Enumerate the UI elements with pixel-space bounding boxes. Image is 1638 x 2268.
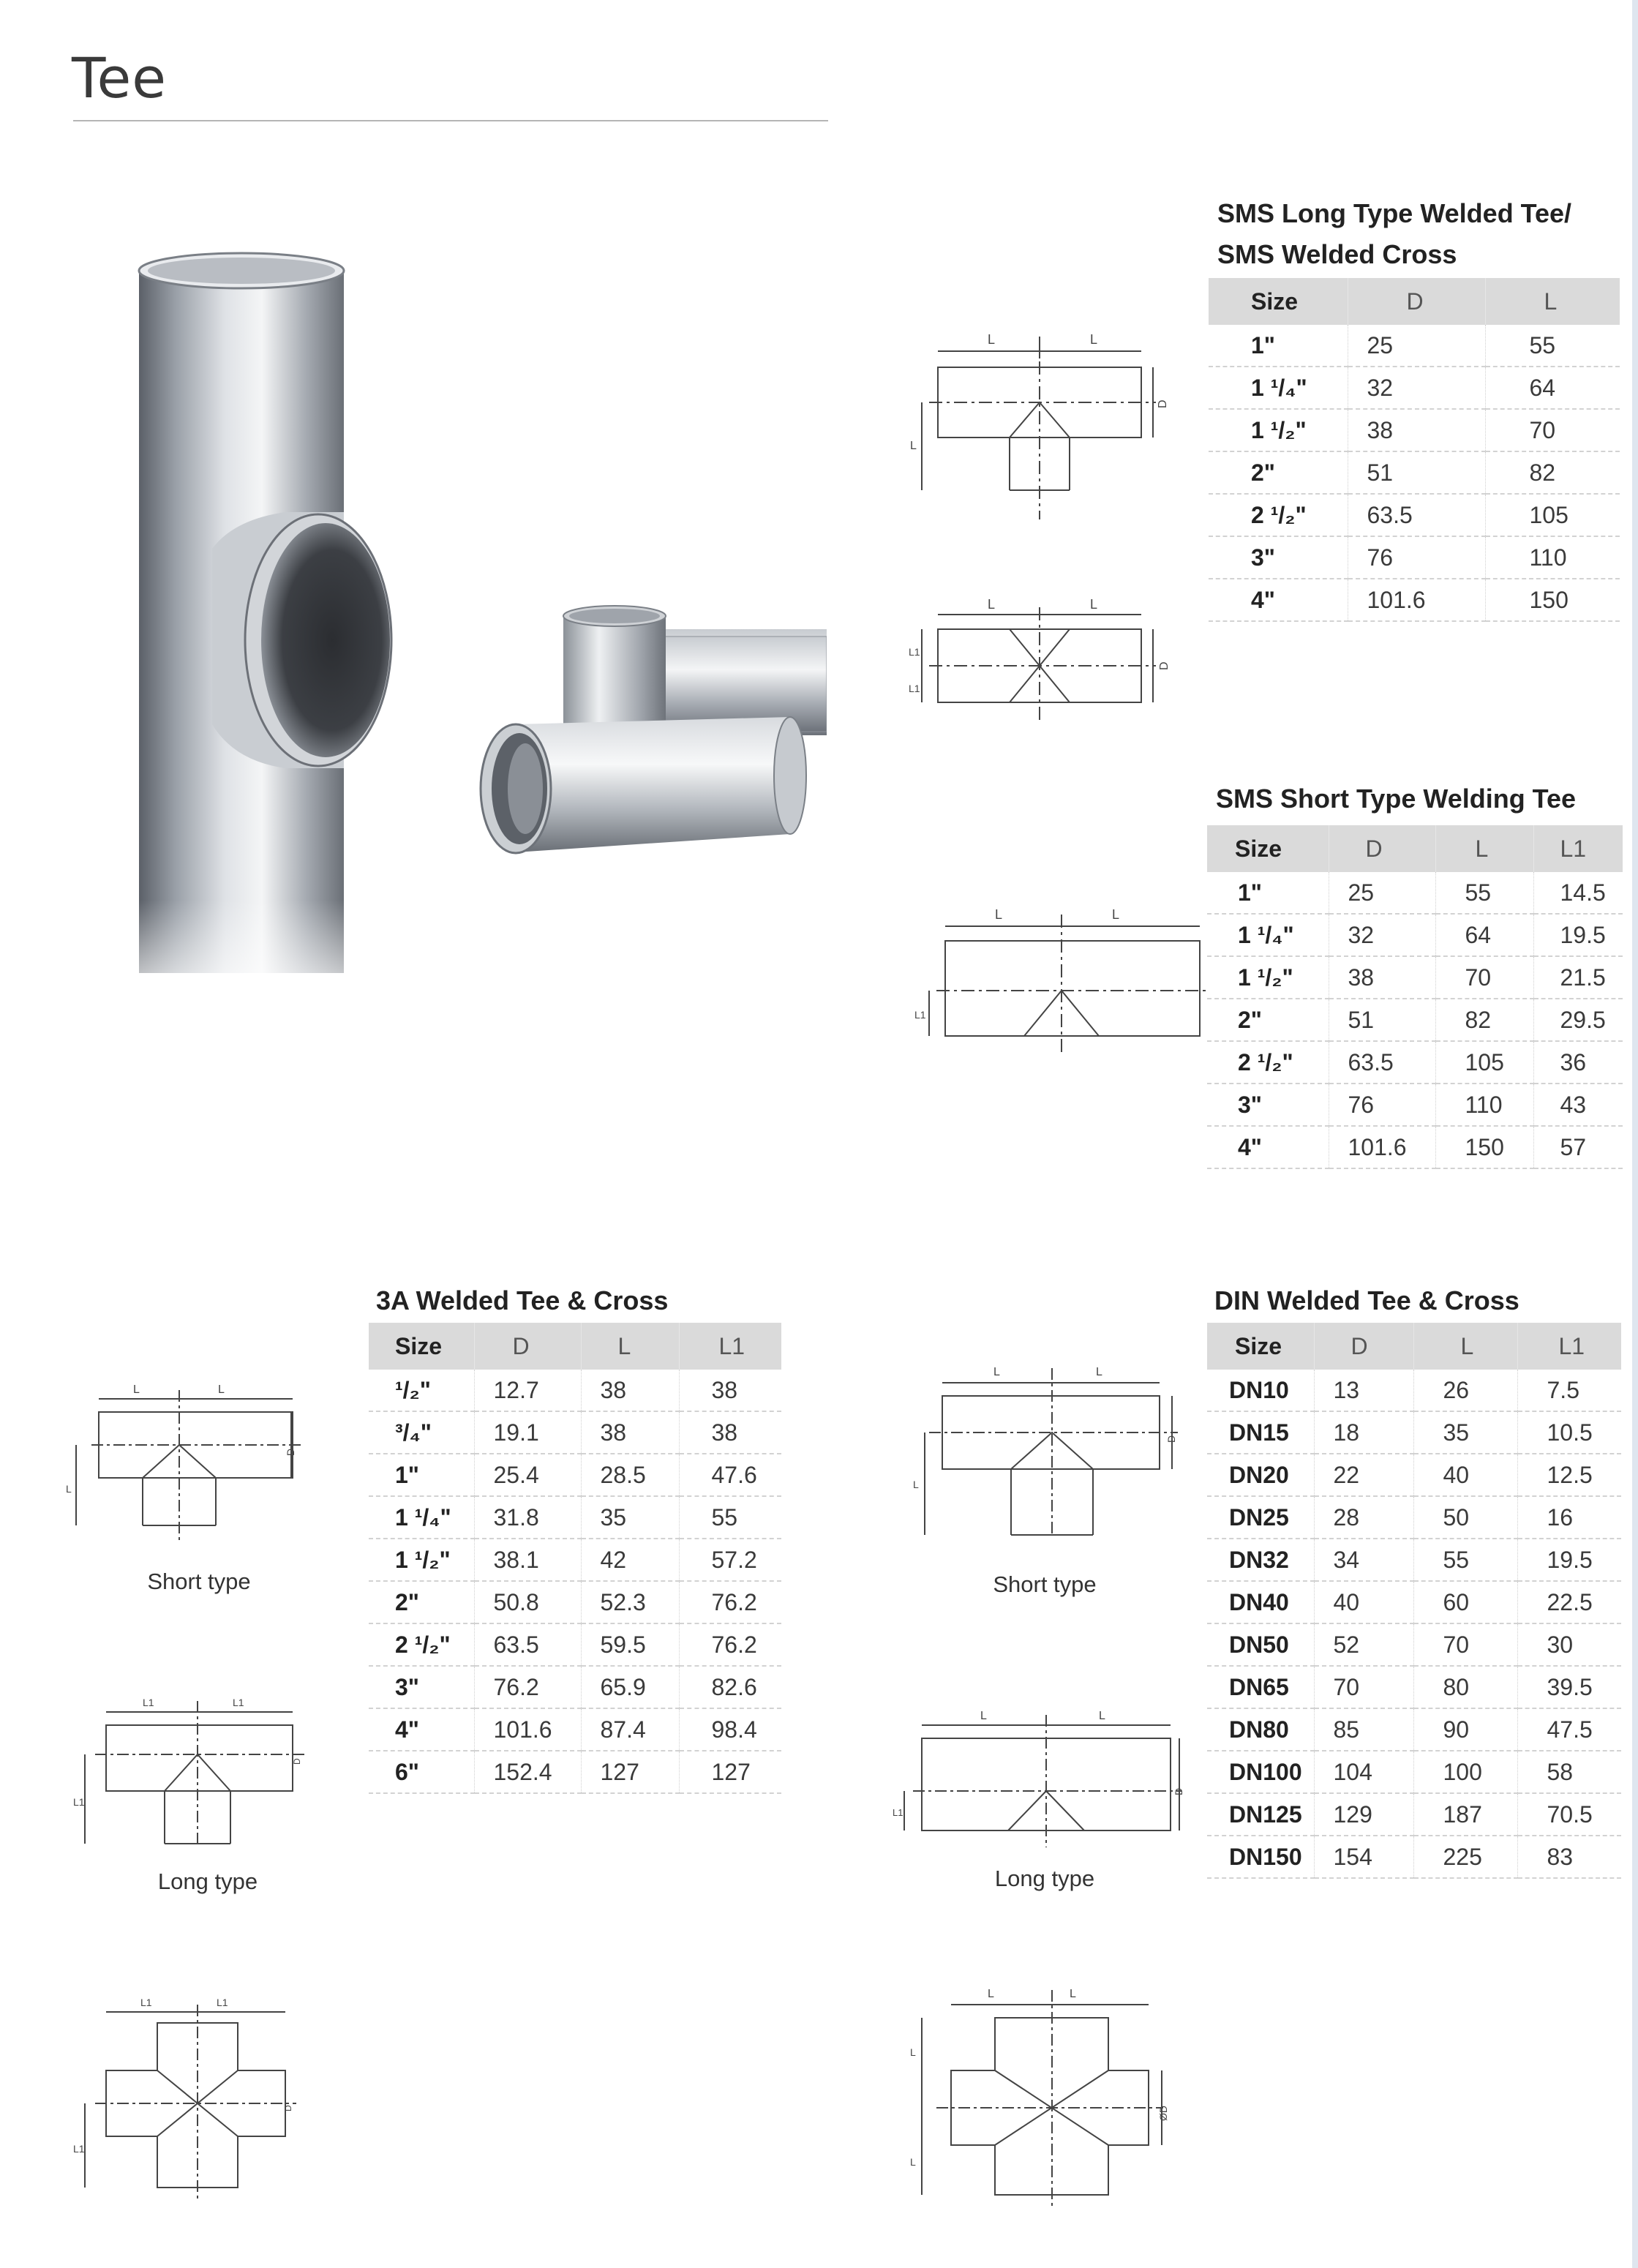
cell-d: 104 (1314, 1751, 1413, 1793)
cell-size: 1 ¹/₂" (1209, 409, 1348, 451)
sms-long-title-line1: SMS Long Type Welded Tee/ (1217, 198, 1572, 228)
cell-l1: 30 (1517, 1623, 1621, 1666)
cell-size: ¹/₂" (369, 1370, 474, 1411)
dim-label: D (1158, 661, 1171, 670)
cell-l: 38 (581, 1411, 679, 1454)
table-row (369, 1411, 781, 1454)
dim-label: L (980, 1710, 987, 1722)
sms-short-tee-drawing (914, 900, 1207, 1061)
header-d: D (1329, 825, 1435, 872)
cell-d: 101.6 (474, 1708, 581, 1751)
din-table (1207, 1323, 1621, 1879)
cell-l1: 19.5 (1517, 1539, 1621, 1581)
table-row (369, 1496, 781, 1539)
cell-l: 82 (1485, 451, 1620, 494)
cell-d: 31.8 (474, 1496, 581, 1539)
table-row (1209, 409, 1620, 451)
cell-d: 28 (1314, 1496, 1413, 1539)
table-row (1209, 536, 1620, 579)
cell-size: 3" (1207, 1084, 1329, 1126)
cell-size: 4" (369, 1708, 474, 1751)
cell-l: 187 (1413, 1793, 1517, 1836)
cell-l: 80 (1413, 1666, 1517, 1708)
din-long-caption: Long type (994, 1866, 1095, 1891)
cell-d: 85 (1314, 1708, 1413, 1751)
cell-size: 1 ¹/₂" (369, 1539, 474, 1581)
table-row (369, 1539, 781, 1581)
cell-size: DN15 (1207, 1411, 1314, 1454)
cell-l1: 14.5 (1533, 872, 1623, 914)
cell-l: 65.9 (581, 1666, 679, 1708)
header-l: L (1413, 1323, 1517, 1370)
cell-size: DN50 (1207, 1623, 1314, 1666)
cell-l: 55 (1435, 872, 1533, 914)
dim-label: L (988, 1988, 994, 2000)
cell-l1: 83 (1517, 1836, 1621, 1878)
cell-l1: 76.2 (679, 1623, 781, 1666)
sms-long-title-line2: SMS Welded Cross (1217, 239, 1457, 269)
din-short-tee-drawing (907, 1353, 1200, 1544)
cell-d: 22 (1314, 1454, 1413, 1496)
dim-label: D (1165, 1435, 1177, 1443)
cell-d: 76 (1348, 536, 1485, 579)
cell-l: 35 (1413, 1411, 1517, 1454)
cell-size: 1 ¹/₄" (1207, 914, 1329, 956)
dim-label: L (910, 2156, 916, 2168)
cell-l: 110 (1435, 1084, 1533, 1126)
cell-size: DN25 (1207, 1496, 1314, 1539)
cell-d: 38 (1329, 956, 1435, 999)
table-row (1207, 1836, 1621, 1878)
cell-l: 225 (1413, 1836, 1517, 1878)
cell-d: 25 (1329, 872, 1435, 914)
dim-label: L (910, 2046, 916, 2058)
table-row (369, 1581, 781, 1623)
cell-l: 59.5 (581, 1623, 679, 1666)
cell-d: 70 (1314, 1666, 1413, 1708)
header-l: L (1485, 278, 1620, 325)
cell-d: 12.7 (474, 1370, 581, 1411)
page-edge-strip (1632, 0, 1638, 2268)
table-row (1207, 1793, 1621, 1836)
table-row (369, 1751, 781, 1793)
cell-l: 70 (1485, 409, 1620, 451)
cell-l1: 38 (679, 1370, 781, 1411)
header-size: Size (1209, 278, 1348, 325)
cell-d: 38 (1348, 409, 1485, 451)
cell-d: 52 (1314, 1623, 1413, 1666)
dim-label: L1 (73, 2143, 85, 2155)
cell-size: 1 ¹/₄" (369, 1496, 474, 1539)
a3-table (369, 1323, 781, 1794)
cell-d: 152.4 (474, 1751, 581, 1793)
header-size: Size (1207, 825, 1329, 872)
title-divider (73, 120, 828, 121)
cell-size: 1 ¹/₂" (1207, 956, 1329, 999)
cell-size: 2 ¹/₂" (1209, 494, 1348, 536)
header-l1: L1 (1517, 1323, 1621, 1370)
cell-l: 150 (1485, 579, 1620, 621)
cell-l: 90 (1413, 1708, 1517, 1751)
table-row (1207, 1084, 1623, 1126)
cell-size: 3" (369, 1666, 474, 1708)
cell-l: 87.4 (581, 1708, 679, 1751)
dim-label: L1 (909, 646, 920, 658)
cell-size: 2" (1209, 451, 1348, 494)
cell-d: 154 (1314, 1836, 1413, 1878)
cell-size: 6" (369, 1751, 474, 1793)
cell-size: DN150 (1207, 1836, 1314, 1878)
a3-short-tee-drawing (66, 1375, 307, 1551)
cell-d: 51 (1329, 999, 1435, 1041)
sms-short-table (1207, 825, 1623, 1169)
cell-size: 4" (1209, 579, 1348, 621)
cell-l1: 7.5 (1517, 1370, 1621, 1411)
header-l1: L1 (679, 1323, 781, 1370)
table-row (369, 1370, 781, 1411)
dim-label: L (910, 440, 917, 452)
dim-label: L (1096, 1366, 1102, 1378)
header-size: Size (369, 1323, 474, 1370)
cell-size: DN40 (1207, 1581, 1314, 1623)
cell-d: 25.4 (474, 1454, 581, 1496)
header-l: L (581, 1323, 679, 1370)
a3-long-tee-drawing (73, 1690, 315, 1858)
cell-l1: 47.5 (1517, 1708, 1621, 1751)
cell-l1: 58 (1517, 1751, 1621, 1793)
cell-size: 2 ¹/₂" (1207, 1041, 1329, 1084)
cell-l: 82 (1435, 999, 1533, 1041)
cell-l1: 16 (1517, 1496, 1621, 1539)
cell-l: 40 (1413, 1454, 1517, 1496)
dim-label: L (1112, 907, 1120, 922)
cell-l: 150 (1435, 1126, 1533, 1168)
a3-cross-drawing (73, 1990, 307, 2209)
dim-label: L (1090, 332, 1098, 347)
table-row (1207, 1581, 1621, 1623)
table-row (1207, 1454, 1621, 1496)
table-header-row (1207, 825, 1623, 872)
table-row (1207, 1751, 1621, 1793)
cell-size: 1" (1207, 872, 1329, 914)
table-row (1207, 1666, 1621, 1708)
cell-size: 1 ¹/₄" (1209, 367, 1348, 409)
table-row (1209, 579, 1620, 621)
cell-l1: 57.2 (679, 1539, 781, 1581)
cell-l1: 98.4 (679, 1708, 781, 1751)
table-row (1207, 1041, 1623, 1084)
table-row (1207, 956, 1623, 999)
dim-label: L (218, 1383, 225, 1396)
cell-size: 3" (1209, 536, 1348, 579)
cell-l: 50 (1413, 1496, 1517, 1539)
dim-label: ØD (1157, 2106, 1169, 2121)
dim-label: L1 (143, 1697, 154, 1708)
dim-label: D (283, 2105, 293, 2111)
dim-label: D (292, 1758, 302, 1765)
table-row (1209, 367, 1620, 409)
cell-l: 70 (1413, 1623, 1517, 1666)
dim-label: L (1070, 1988, 1076, 2000)
cell-l1: 38 (679, 1411, 781, 1454)
dim-label: L1 (140, 1997, 152, 2008)
page-title: Tee (72, 45, 168, 110)
cell-l1: 127 (679, 1751, 781, 1793)
cell-l1: 10.5 (1517, 1411, 1621, 1454)
sms-long-table (1209, 278, 1620, 622)
cell-d: 101.6 (1329, 1126, 1435, 1168)
cell-size: DN20 (1207, 1454, 1314, 1496)
cell-l1: 82.6 (679, 1666, 781, 1708)
cell-l1: 19.5 (1533, 914, 1623, 956)
cell-size: DN65 (1207, 1666, 1314, 1708)
table-row (1209, 494, 1620, 536)
header-d: D (474, 1323, 581, 1370)
dim-label: L1 (914, 1009, 926, 1021)
din-cross-drawing (907, 1975, 1200, 2209)
cell-d: 19.1 (474, 1411, 581, 1454)
cell-size: 2" (369, 1581, 474, 1623)
cell-d: 34 (1314, 1539, 1413, 1581)
dim-label: L1 (73, 1796, 85, 1808)
table-header-row (1207, 1323, 1621, 1370)
cell-d: 51 (1348, 451, 1485, 494)
cell-d: 63.5 (1329, 1041, 1435, 1084)
cell-l: 26 (1413, 1370, 1517, 1411)
cell-size: DN32 (1207, 1539, 1314, 1581)
dim-label: L (995, 907, 1003, 922)
din-long-tee-drawing (893, 1705, 1200, 1851)
cell-l1: 21.5 (1533, 956, 1623, 999)
dim-label: L (66, 1483, 72, 1495)
header-d: D (1314, 1323, 1413, 1370)
cell-l: 55 (1413, 1539, 1517, 1581)
cell-size: 2 ¹/₂" (369, 1623, 474, 1666)
cell-l: 105 (1435, 1041, 1533, 1084)
cell-l: 42 (581, 1539, 679, 1581)
cell-l1: 39.5 (1517, 1666, 1621, 1708)
cell-l1: 55 (679, 1496, 781, 1539)
cell-size: DN10 (1207, 1370, 1314, 1411)
cell-d: 76.2 (474, 1666, 581, 1708)
cell-l: 35 (581, 1496, 679, 1539)
cell-size: DN100 (1207, 1751, 1314, 1793)
table-row (369, 1454, 781, 1496)
cell-size: 4" (1207, 1126, 1329, 1168)
dim-label: D (1157, 399, 1169, 408)
dim-label: L1 (893, 1807, 903, 1818)
dim-label: L1 (217, 1997, 228, 2008)
cell-l1: 12.5 (1517, 1454, 1621, 1496)
cell-d: 63.5 (1348, 494, 1485, 536)
table-row (1207, 1370, 1621, 1411)
cell-size: ³/₄" (369, 1411, 474, 1454)
cell-size: 2" (1207, 999, 1329, 1041)
dim-label: L (1090, 597, 1098, 612)
cell-d: 32 (1329, 914, 1435, 956)
cell-d: 18 (1314, 1411, 1413, 1454)
cell-d: 101.6 (1348, 579, 1485, 621)
cell-d: 25 (1348, 325, 1485, 367)
cell-d: 40 (1314, 1581, 1413, 1623)
a3-long-caption: Long type (157, 1869, 258, 1894)
table-row (1207, 1496, 1621, 1539)
small-tee-photo-detail (446, 600, 812, 878)
table-row (1207, 1708, 1621, 1751)
cell-l: 105 (1485, 494, 1620, 536)
cell-l1: 29.5 (1533, 999, 1623, 1041)
dim-label: D (1173, 1787, 1184, 1795)
sms-cross-drawing (907, 593, 1185, 732)
a3-title: 3A Welded Tee & Cross (376, 1285, 669, 1315)
header-l1: L1 (1533, 825, 1623, 872)
cell-size: DN80 (1207, 1708, 1314, 1751)
cell-l: 64 (1435, 914, 1533, 956)
table-row (1207, 914, 1623, 956)
dim-label: L (1099, 1710, 1105, 1722)
cell-l: 55 (1485, 325, 1620, 367)
cell-l1: 76.2 (679, 1581, 781, 1623)
cell-d: 38.1 (474, 1539, 581, 1581)
large-tee-photo (139, 253, 391, 1002)
cell-size: 1" (369, 1454, 474, 1496)
cell-d: 32 (1348, 367, 1485, 409)
table-row (1207, 1623, 1621, 1666)
dim-label: D (285, 1448, 296, 1456)
cell-l1: 70.5 (1517, 1793, 1621, 1836)
cell-d: 129 (1314, 1793, 1413, 1836)
table-row (1207, 1539, 1621, 1581)
cell-l: 28.5 (581, 1454, 679, 1496)
cell-l: 60 (1413, 1581, 1517, 1623)
cell-l1: 36 (1533, 1041, 1623, 1084)
cell-l: 70 (1435, 956, 1533, 999)
table-row (369, 1666, 781, 1708)
cell-d: 50.8 (474, 1581, 581, 1623)
cell-l: 38 (581, 1370, 679, 1411)
cell-d: 63.5 (474, 1623, 581, 1666)
table-row (1207, 1411, 1621, 1454)
cell-l: 52.3 (581, 1581, 679, 1623)
table-row (369, 1708, 781, 1751)
table-row (1207, 1126, 1623, 1168)
table-row (1207, 872, 1623, 914)
table-header-row (1209, 278, 1620, 325)
a3-short-caption: Short type (147, 1569, 251, 1594)
cell-size: DN125 (1207, 1793, 1314, 1836)
sms-long-tee-drawing (907, 322, 1185, 527)
dim-label: L (913, 1479, 919, 1490)
cell-l: 127 (581, 1751, 679, 1793)
header-l: L (1435, 825, 1533, 872)
cell-size: 1" (1209, 325, 1348, 367)
cell-l: 100 (1413, 1751, 1517, 1793)
cell-l1: 57 (1533, 1126, 1623, 1168)
cell-d: 13 (1314, 1370, 1413, 1411)
header-size: Size (1207, 1323, 1314, 1370)
dim-label: L (988, 332, 996, 347)
table-row (369, 1623, 781, 1666)
table-row (1209, 451, 1620, 494)
table-row (1207, 999, 1623, 1041)
dim-label: L (988, 597, 996, 612)
cell-l1: 22.5 (1517, 1581, 1621, 1623)
dim-label: L (133, 1383, 140, 1396)
cell-d: 76 (1329, 1084, 1435, 1126)
header-d: D (1348, 278, 1485, 325)
cell-l: 110 (1485, 536, 1620, 579)
table-row (1209, 325, 1620, 367)
din-title: DIN Welded Tee & Cross (1214, 1285, 1519, 1315)
cell-l1: 47.6 (679, 1454, 781, 1496)
cell-l1: 43 (1533, 1084, 1623, 1126)
cell-l: 64 (1485, 367, 1620, 409)
din-short-caption: Short type (993, 1572, 1097, 1597)
dim-label: L1 (233, 1697, 244, 1708)
dim-label: L (993, 1366, 1000, 1378)
sms-short-title: SMS Short Type Welding Tee (1216, 784, 1577, 814)
dim-label: L1 (909, 683, 920, 694)
table-header-row (369, 1323, 781, 1370)
